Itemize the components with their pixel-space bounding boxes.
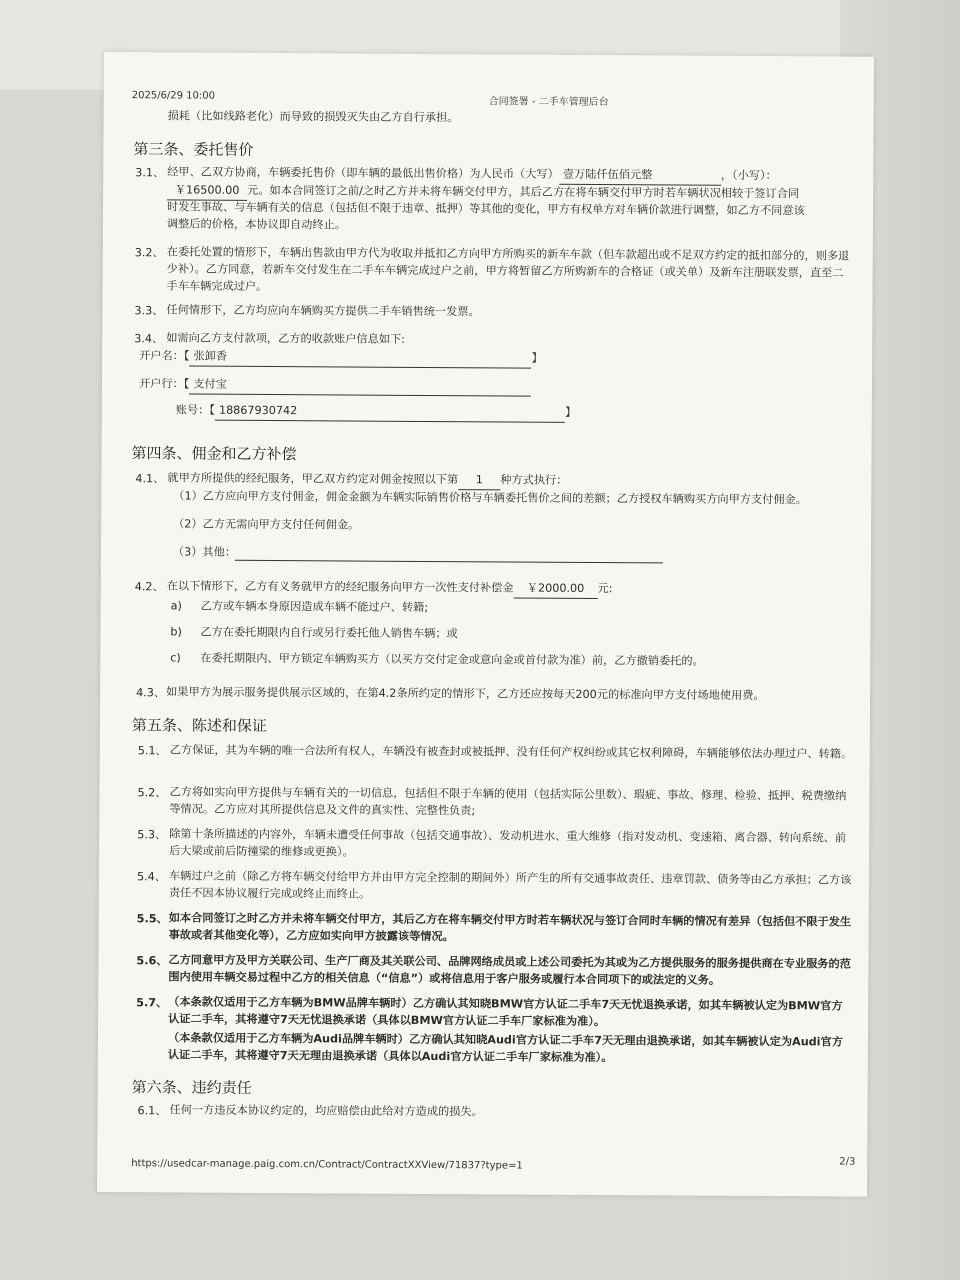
clause-6-1-text: 任何一方违反本协议约定的，均应赔偿由此给对方造成的损失。: [169, 1103, 483, 1119]
clause-5-5-num: 5.5、: [136, 912, 168, 926]
clause-4-1-text-b: 种方式执行：: [500, 473, 568, 487]
commission-option-3: （3）其他：: [172, 545, 237, 559]
clause-5-6-text: 乙方同意甲方及甲方关联公司、生产厂商及其关联公司、品牌网络成员或上述公司委托为其或为乙方提供服务的服务提供商在专业服务的范围内使用车辆交易过程中乙方的相关信息（“信息”）或将信息用于客户服务或履行本合同项下的或法定的义务。: [168, 953, 851, 987]
clause-5-6-num: 5.6、: [136, 954, 168, 968]
clause-3-1-line3: 时发生事故、与车辆有关的信息（包括但不限于违章、抵押）等其他的变化，甲方有权单方对车辆价款进行调整，如乙方不同意该: [167, 200, 805, 218]
price-lower-field: ￥16500.00: [167, 182, 247, 200]
clause-5-7-num: 5.7、: [136, 996, 168, 1010]
clause-5-5-text: 如本合同签订之时乙方并未将车辆交付甲方，其后乙方在将车辆交付甲方时若车辆状况与签订合同时车辆的情况有差异（包括但不限于发生事故或者其他变化等），乙方应如实向甲方披露该等情况。: [168, 911, 852, 943]
clause-5-4-num: 5.4、: [136, 870, 166, 884]
clause-4-1-line: [167, 470, 567, 490]
section-4-title: 第四条、佣金和乙方补偿: [131, 444, 297, 464]
clause-3-4-text: 如需向乙方支付款项，乙方的收款账户信息如下:: [166, 331, 406, 346]
clause-3-2-text: 在委托处置的情形下，车辆出售款由甲方代为收取并抵扣乙方向甲方所购买的新车车款（但车款超出或不足双方约定的抵扣部分的，则多退少补）。乙方同意，若新车交付发生在二手车车辆完成过户之前，甲方将暂留乙方所购新车的合格证（或关单）及新车注册联发票，直至二手车车辆完成过户。: [166, 245, 850, 293]
clause-4-1-text-a: 就甲方所提供的经纪服务，甲乙双方约定对佣金按照以下第: [167, 471, 459, 487]
clause-5-2-num: 5.2、: [137, 786, 167, 800]
clause-3-4-num: 3.4、: [134, 332, 164, 346]
carryover-text: 损耗（比如线路老化）而导致的损毁灭失由乙方自行承担。: [167, 109, 459, 125]
clause-5-3-num: 5.3、: [137, 828, 167, 842]
print-url: https://usedcar-manage.paig.com.cn/Contract/ContractXXView/71837?type=1: [131, 1158, 523, 1172]
section-3-title: 第三条、委托售价: [133, 140, 254, 159]
clause-5-2-text: 乙方将如实向甲方提供与车辆有关的一切信息，包括但不限于车辆的使用（包括实际公里数）、瑕疵、事故、修理、检验、抵押、税费缴纳等情况。乙方应对其所提供信息及文件的真实性、完整性负责;: [169, 785, 847, 818]
page-number: 2/3: [839, 1156, 856, 1168]
account-number-field: 18867930742: [215, 403, 565, 423]
clause-4-3-num: 4.3、: [136, 686, 166, 700]
clause-5-3-text: 除第十条所描述的内容外，车辆未遭受任何事故（包括交通事故）、发动机进水、重大维修（指对发动机、变速箱、离合器、转向系统、前后大梁或前后防撞梁的维修或更换）。: [169, 827, 847, 859]
clause-3-1-text-a: 经甲、乙双方协商，车辆委托售价（即车辆的最低出售价格）为人民币（大写）: [167, 165, 559, 181]
clause-4-1-num: 4.1、: [135, 472, 165, 486]
clause-3-3-num: 3.3、: [134, 304, 164, 318]
clause-5-1-text: 乙方保证，其为车辆的唯一合法所有权人，车辆没有被查封或被抵押、没有任何产权纠纷或其它权利障碍，车辆能够依法办理过户、转籍。: [169, 743, 853, 761]
section-5-title: 第五条、陈述和保证: [131, 716, 267, 736]
account-bank-field: 支付宝: [189, 377, 531, 397]
clause-4-3-text: 如果甲方为展示服务提供展示区域的，在第4.2条所约定的情形下，乙方还应按每天200元的标准向甲方支付场地使用费。: [166, 685, 765, 703]
clause-3-1-num: 3.1、: [135, 166, 165, 180]
item-a-text: 乙方或车辆本身原因造成车辆不能过户、转籍;: [200, 599, 429, 614]
account-bank-label: 开户行：【: [138, 377, 190, 391]
clause-5-7-bmw-text: （本条款仅适用于乙方车辆为BMW品牌车辆时）乙方确认其知晓BMW官方认证二手车7天无忧退换承诺，如其车辆被认定为BMW官方认证二手车，其将遵守7天无忧退换承诺（具体以BMW官方认证二手车厂家标准为准）。: [168, 995, 843, 1028]
commission-method-field: 1: [458, 472, 500, 490]
section-6-title: 第六条、违约责任: [131, 1078, 252, 1097]
price-upper-field: 壹万陆仟伍佰元整: [559, 167, 721, 186]
account-number-label: 账号：【: [175, 403, 216, 417]
clause-3-1-text-c: 元。如本合同签订之前/之时乙方并未将车辆交付甲方，其后乙方在将车辆交付甲方时若车辆状况相较于签订合同: [247, 183, 800, 201]
account-name-row: [139, 348, 543, 368]
print-title: 合同签署 - 二手车管理后台: [488, 96, 609, 109]
account-name-field: 张卸香: [189, 349, 531, 369]
commission-other-blank: [235, 560, 663, 564]
item-b-text: 乙方在委托期限内自行或另行委托他人销售车辆；或: [200, 625, 458, 641]
clause-4-2-text-b: 元:: [597, 582, 613, 596]
item-c-text: 在委托期限内、甲方锁定车辆购买方（以买方交付定金或意向金或首付款为准）前，乙方撤销委托的。: [200, 651, 704, 668]
account-number-row: [176, 402, 576, 422]
clause-4-2-line: [167, 578, 613, 599]
clause-5-7-audi-text: （本条款仅适用于乙方车辆为Audi品牌车辆时）乙方确认其知晓Audi官方认证二手车7天无理由退换承诺，如其车辆被认定为Audi官方认证二手车，其将遵守7天无理由退换承诺（具体以Audi官方认证二手车厂家标准为准）。: [167, 1031, 843, 1064]
clause-5-4-text: 车辆过户之前（除乙方将车辆交付给甲方并由甲方完全控制的期间外）所产生的所有交通事故责任、违章罚款、债务等由乙方承担；乙方该责任不因本协议履行完成或终止而终止。: [168, 869, 852, 901]
clause-6-1-num: 6.1、: [137, 1104, 167, 1118]
clause-3-3-text: 任何情形下，乙方均应向车辆购买方提供二手车销售统一发票。: [166, 303, 480, 319]
account-bank-row: [139, 376, 531, 396]
clause-5-1-num: 5.1、: [137, 744, 167, 758]
print-datetime: 2025/6/29 10:00: [131, 90, 216, 102]
clause-4-2-text-a: 在以下情形下，乙方有义务就甲方的经纪服务向甲方一次性支付补偿金: [166, 579, 514, 595]
commission-option-1: （1）乙方应向甲方支付佣金，佣金金额为车辆实际销售价格与车辆委托售价之间的差额；乙方授权车辆购买方向甲方支付佣金。: [173, 489, 807, 507]
account-name-label: 开户名：【: [139, 349, 190, 363]
contract-page: [97, 52, 874, 1197]
clause-3-1-text-b: ，（小写）：: [720, 168, 777, 183]
account-number-bracket: 】: [564, 405, 577, 419]
item-b-label: b): [170, 625, 182, 639]
item-c-label: c): [170, 651, 181, 665]
compensation-amount-field: ￥2000.00: [513, 581, 597, 599]
clause-3-2-num: 3.2、: [134, 246, 164, 260]
account-name-bracket: 】: [531, 351, 543, 365]
item-a-label: a): [170, 599, 182, 613]
clause-3-1-line4: 调整后的价格，本协议即自动终止。: [166, 217, 347, 232]
clause-4-2-num: 4.2、: [134, 580, 164, 594]
commission-option-2: （2）乙方无需向甲方支付任何佣金。: [173, 517, 360, 532]
